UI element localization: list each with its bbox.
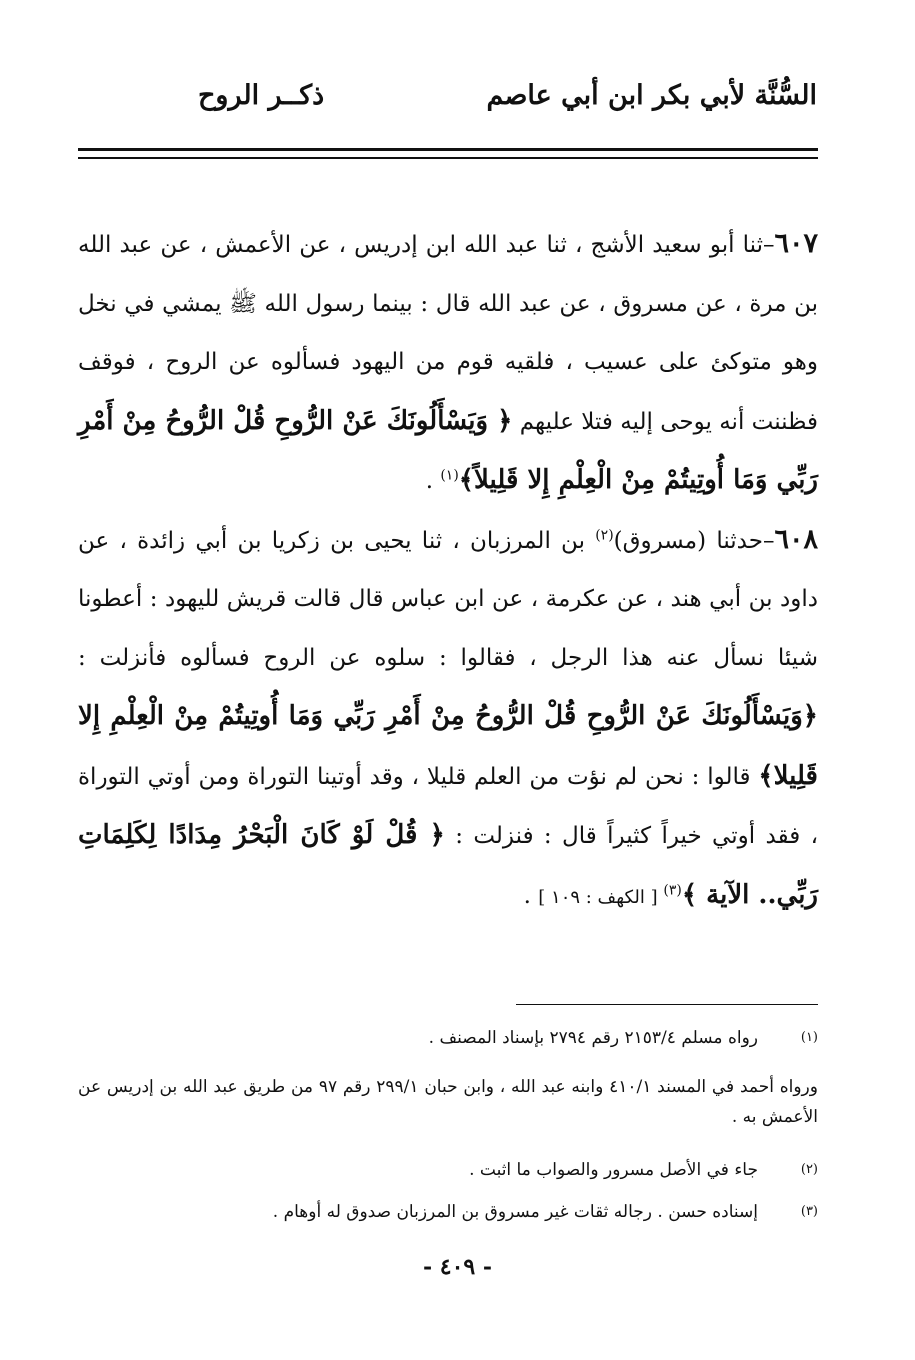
sentence-end: . — [523, 882, 539, 909]
footnote-mark: (١) — [800, 1030, 818, 1045]
sentence-end: . — [425, 468, 441, 494]
header-rule-thin — [78, 157, 818, 159]
quran-verse: ﴿ قُلْ لَوْ كَانَ الْبَحْرُ مِدَادًا لِكَلِمَاتِ رَبِّي.. الآية ﴾ — [78, 820, 818, 910]
footnote-separator — [516, 1004, 818, 1005]
hadith-text: بن المرزبان ، ثنا يحيى بن زكريا بن أبي زائدة ، عن داود بن أبي هند ، عن عكرمة ، عن ابن عباس قال قالت قريش لليهود : أعطونا شيئا نسأل عنه هذا الرجل ، فقالوا : سلوه عن الروح فسألوه فأنزلت : — [78, 527, 818, 671]
footnote-text: جاء في الأصل مسرور والصواب ما اثبت . — [469, 1160, 758, 1180]
hadith-text: قالوا : نحن لم نؤت من العلم قليلا ، وقد أوتينا التوراة ومن أوتي التوراة ، فقد أوتي خيراً كثيراً قال : فنزلت : — [78, 763, 818, 849]
footnote-mark: (٢) — [800, 1162, 818, 1177]
footnote-text: ورواه أحمد في المسند ٤١٠/١ وابنه عبد الله ، وابن حبان ٢٩٩/١ رقم ٩٧ من طريق عبد الله بن إدريس عن الأعمش به . — [78, 1077, 818, 1127]
footnote-ref[interactable]: (٣) — [663, 881, 682, 898]
hadith-text: –حدثنا (مسروق) — [613, 527, 775, 554]
chapter-title: ذكــر الروح — [198, 80, 325, 111]
page-number: - ٤٠٩ - — [422, 1254, 493, 1280]
footnote-ref[interactable]: (١) — [440, 467, 459, 484]
hadith-607 — [78, 215, 818, 511]
footnote-text: إسناده حسن . رجاله ثقات غير مسروق بن المرزبان صدوق له أوهام . — [272, 1202, 758, 1222]
footnote-1-continuation — [78, 1072, 818, 1132]
footnote-1 — [78, 1026, 818, 1050]
hadith-number: ٦٠٧ — [774, 228, 818, 259]
hadith-number: ٦٠٨ — [774, 523, 818, 555]
quran-verse: ﴿وَيَسْأَلُونَكَ عَنْ الرُّوحِ قُلْ الرُّوحُ مِنْ أَمْرِ رَبِّي وَمَا أُوتِيتُمْ مِنْ الْعِلْمِ إِلا قَلِيلا﴾ — [78, 701, 818, 791]
footnote-text: رواه مسلم ٢١٥٣/٤ رقم ٢٧٩٤ بإسناد المصنف . — [428, 1028, 758, 1048]
footnote-3 — [78, 1200, 818, 1224]
header-rule-thick — [78, 148, 818, 151]
footnote-ref[interactable]: (٢) — [595, 526, 614, 543]
main-text — [78, 215, 818, 927]
hadith-608 — [78, 511, 818, 928]
footnote-2 — [78, 1158, 818, 1182]
surah-citation: [ الكهف : ١٠٩ ] — [538, 886, 664, 908]
footnote-mark: (٣) — [800, 1204, 818, 1219]
quran-verse: ﴿ وَيَسْأَلُونَكَ عَنْ الرُّوحِ قُلْ الرُّوحُ مِنْ أَمْرِ رَبِّي وَمَا أُوتِيتُمْ مِنْ الْعِلْمِ إِلا قَلِيلاً﴾ — [78, 405, 818, 495]
hadith-text: –ثنا أبو سعيد الأشج ، ثنا عبد الله ابن إدريس ، عن الأعمش ، عن عبد الله بن مرة ، عن مسروق ، عن عبد الله قال : بينما رسول الله ﷺ يمشي في نخل وهو متوكئ على عسيب ، فلقيه قوم من اليهود فسألوه عن الروح ، فوقف فظننت أنه يوحى إليه فتلا عليهم — [78, 232, 818, 435]
book-title: السُّنَّة لأبي بكر ابن أبي عاصم — [486, 80, 817, 111]
